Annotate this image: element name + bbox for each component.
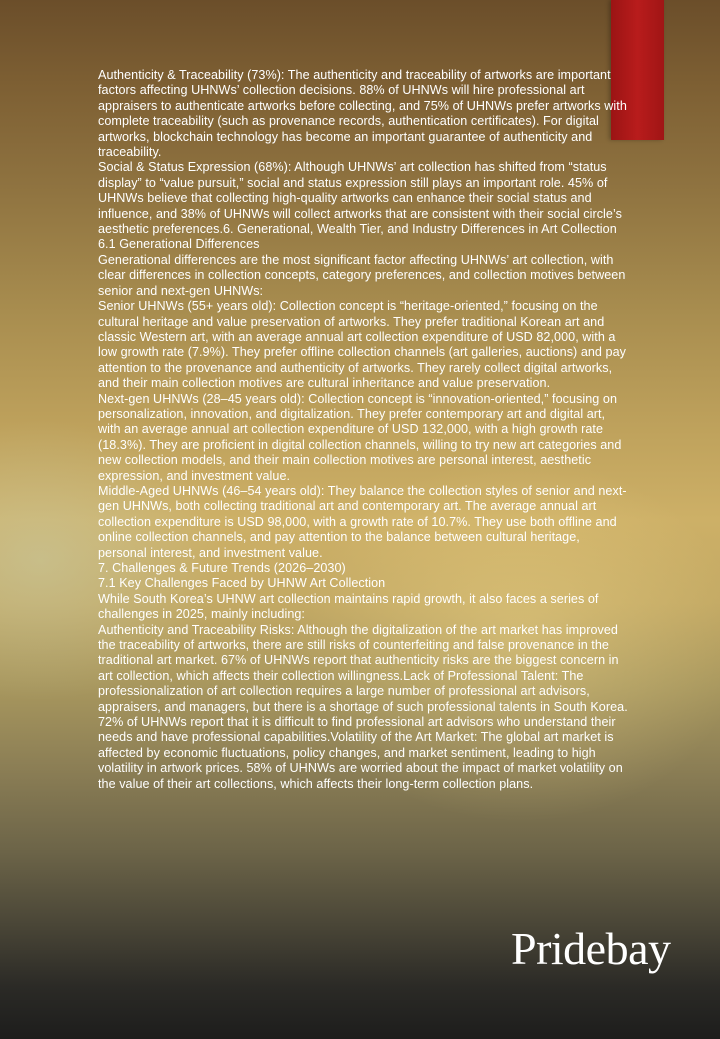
brand-logo: Pridebay xyxy=(511,923,671,974)
paragraph-challenges-intro: While South Korea’s UHNW art collection maintains rapid growth, it also faces a series of challenges in 2025, mainly including: xyxy=(98,591,599,622)
paragraph-generational-intro: Generational differences are the most significant factor affecting UHNWs’ art collection, with clear differences in collection concepts, category preferences, and collection motives between senior and next-gen UHNWs: xyxy=(98,252,626,298)
paragraph-senior-uhnws: Senior UHNWs (55+ years old): Collection concept is “heritage-oriented,” focusing on the cultural heritage and value preservation of artworks. They prefer traditional Korean art and classic Western art, with an average annual art collection expenditure of USD 82,000, with a low growth rate (7.9%). They prefer offline collection channels (art galleries, auctions) and pay attention to the provenance and authenticity of artworks. They rarely collect digital artworks, and their main collection motives are cultural inheritance and value preservation. xyxy=(98,299,626,391)
body-text xyxy=(98,68,628,792)
paragraph-next-gen-uhnws: Next-gen UHNWs (28–45 years old): Collection concept is “innovation-oriented,” focusing on personalization, innovation, and digitalization. They prefer contemporary art and digital art, with an average annual art collection expenditure of USD 132,000, with a high growth rate (18.3%). They are proficient in digital collection channels, willing to try new art categories and new collection models, and their main collection motives are personal interest, aesthetic expression, and investment value. xyxy=(98,391,622,483)
paragraph-risks: Authenticity and Traceability Risks: Although the digitalization of the art market has improved the traceability of artworks, there are still risks of counterfeiting and false provenance in the traditional art market. 67% of UHNWs report that authenticity risks are the biggest concern in art collection, which affects their collection willingness.Lack of Professional Talent: The professionalization of art collection requires a large number of professional art advisors, appraisers, and managers, but there is a shortage of such professional talents in South Korea. 72% of UHNWs report that it is difficult to find professional art advisors who understand their needs and have professional capabilities.Volatility of the Art Market: The global art market is affected by economic fluctuations, policy changes, and market sentiment, leading to high volatility in artwork prices. 58% of UHNWs are worried about the impact of market volatility on the value of their art collections, which affects their long-term collection plans. xyxy=(98,622,628,791)
heading-generational-differences: 6.1 Generational Differences xyxy=(98,237,260,252)
heading-challenges-trends: 7. Challenges & Future Trends (2026–2030) xyxy=(98,561,346,575)
paragraph-social-status: Social & Status Expression (68%): Although UHNWs’ art collection has shifted from “status display” to “value pursuit,” social and status expression still plays an important role. 45% of UHNWs believe that collecting high-quality artworks can enhance their social status and influence, and 38% of UHNWs will collect artworks that are consistent with their social circle’s aesthetic preferences.6. Generational, Wealth Tier, and Industry Differences in Art Collection xyxy=(98,160,622,237)
heading-key-challenges: 7.1 Key Challenges Faced by UHNW Art Collection xyxy=(98,576,386,591)
paragraph-middle-aged-uhnws: Middle-Aged UHNWs (46–54 years old): They balance the collection styles of senior and next-gen UHNWs, both collecting traditional art and contemporary art. The average annual art collection expenditure is USD 98,000, with a growth rate of 10.7%. They use both offline and online collection channels, and pay attention to the balance between cultural heritage, personal interest, and investment value. xyxy=(98,483,627,560)
paragraph-authenticity: Authenticity & Traceability (73%): The authenticity and traceability of artworks are important factors affecting UHNWs’ collection decisions. 88% of UHNWs will hire professional art appraisers to authenticate artworks before collecting, and 75% of UHNWs prefer artworks with complete traceability (such as provenance records, authentication certificates). For digital artworks, blockchain technology has become an important guarantee of authenticity and traceability. xyxy=(98,68,627,160)
